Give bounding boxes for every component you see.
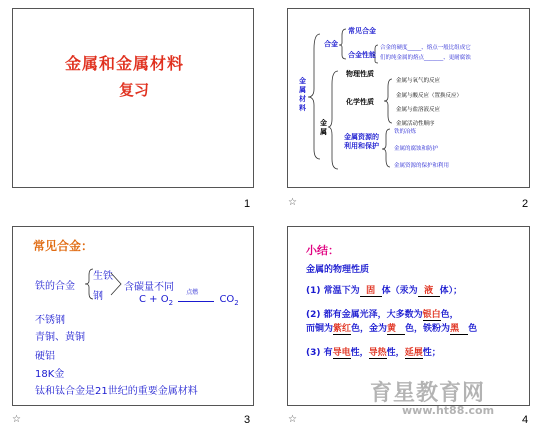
slide-4-l1-d: 液 [418, 283, 440, 297]
slide-2-resource-2: 金属的腐蚀和防护 [394, 146, 439, 152]
slide-4-l4-g: 性； [422, 348, 441, 358]
slide-4-subheading: 金属的物理性质 [306, 265, 370, 275]
slide-4-l3-f: 黑 [450, 321, 468, 335]
slide-4-l4-e: 性， [386, 348, 405, 358]
slide-1-subtitle: 复习 [119, 81, 150, 99]
slide-3-line-3: 硬铝 [35, 351, 55, 362]
slide-4-l4-c: 性， [350, 348, 369, 358]
slide-2-number: 2 [522, 198, 529, 210]
slide-3-line-2: 青铜、黄铜 [35, 332, 85, 343]
slide-2-resource: 金属资源的利用和保护 [344, 133, 379, 150]
slide-1-title: 金属和金属材料 [65, 54, 185, 73]
slide-4-star-icon: ☆ [288, 414, 297, 425]
slide-3-equation [139, 289, 239, 307]
slide-3-line-1: 不锈钢 [35, 315, 65, 326]
slide-2-resource-3: 金属资源的保护和利用 [394, 163, 450, 169]
slide-4-l2-b: 银白 [423, 307, 441, 321]
slide-2-chem-1: 金属与氧气的反应 [396, 78, 441, 84]
slide-3-eq-right: CO [219, 294, 235, 305]
slide-3-eq-cond: 点燃 [186, 289, 199, 296]
slide-4-l3-c: 色，金为 [351, 324, 388, 334]
slide-4-line-1 [306, 283, 462, 297]
slide-4-l1-e: 体）； [439, 286, 463, 296]
slide-4-l3-d: 黄 [387, 321, 405, 335]
slide-3-pig-iron: 生铁 [93, 271, 113, 282]
slide-4-l3-b: 紫红 [333, 321, 351, 335]
slide-2-chem-3: 金属与盐溶液反应 [396, 107, 441, 113]
slide-2-alloy-desc-2: 们的纯金属的熔点_______、更耐腐蚀 [380, 55, 471, 61]
slide-3-heading: 常见合金： [33, 239, 94, 253]
slide-2-alloy-desc-1: 合金的硬度_____、熔点一般比组成它 [380, 45, 471, 51]
slide-3-eq-line [178, 301, 214, 302]
slide-3[interactable] [12, 226, 254, 406]
slide-4-l4-f: 延展 [405, 345, 423, 359]
slide-2-alloy: 合金 [324, 40, 338, 48]
slide-3-line-5: 钛和钛合金是21世纪的重要金属材料 [35, 386, 198, 397]
slide-4-line-2 [306, 307, 459, 321]
slide-3-eq-left: C + O [139, 294, 169, 305]
slide-4-line-4 [306, 345, 441, 359]
slide-4-l3-g: 色 [468, 324, 478, 334]
slide-4-l4-a: (3) 有 [306, 348, 333, 358]
slide-1[interactable] [12, 8, 254, 188]
slide-3-steel: 钢 [93, 291, 103, 302]
slide-2[interactable] [287, 8, 530, 188]
slide-2-alloy-common: 常见合金 [348, 27, 376, 35]
watermark-logo: 育星教育网 [370, 381, 486, 406]
slide-4-heading: 小结： [306, 244, 339, 257]
slide-4-l1-c: 体（汞为 [381, 286, 418, 296]
slide-3-star-icon: ☆ [12, 414, 21, 425]
slide-2-resource-1: 铁的冶炼 [394, 129, 417, 135]
slide-3-eq-sub: 2 [168, 299, 174, 307]
slide-3-iron-alloy: 铁的合金 [35, 281, 75, 292]
slide-4-l4-d: 导热 [369, 345, 387, 359]
slide-3-eq-sub2: 2 [234, 299, 239, 307]
slide-3-carbon: 含碳量不同 [124, 282, 174, 293]
watermark-url: www.ht88.com [402, 404, 495, 417]
slide-2-main-label: 金 属 材 料 [299, 77, 306, 112]
slide-3-number: 3 [244, 414, 251, 426]
slide-4-l1-b: 固 [360, 283, 382, 297]
slide-2-chem-2: 金属与酸反应（置换反应） [396, 93, 463, 99]
slide-2-phys: 物理性质 [346, 70, 374, 78]
slide-4-l2-c: 色， [440, 310, 459, 320]
slide-4-l3-e: 色，铁粉为 [405, 324, 451, 334]
slide-3-line-4: 18K金 [35, 369, 65, 380]
slide-3-eq-arrow [178, 289, 214, 302]
slide-4-l1-a: (1) 常温下为 [306, 286, 360, 296]
slide-2-alloy-property: 合金性能 [348, 51, 376, 59]
slide-4-l2-a: (2) 都有金属光泽，大多数为 [306, 310, 423, 320]
slide-2-star-icon: ☆ [288, 197, 297, 208]
slide-2-chem-4: 金属活动性顺序 [396, 121, 435, 127]
slide-4-line-3 [306, 321, 477, 335]
slide-4-number: 4 [522, 414, 529, 426]
slide-2-metal: 金 属 [320, 119, 327, 136]
slide-4-l4-b: 导电 [333, 345, 351, 359]
slide-1-number: 1 [244, 198, 251, 210]
slide-2-chem: 化学性质 [346, 98, 374, 106]
slide-4-l3-a: 而铜为 [306, 324, 334, 334]
